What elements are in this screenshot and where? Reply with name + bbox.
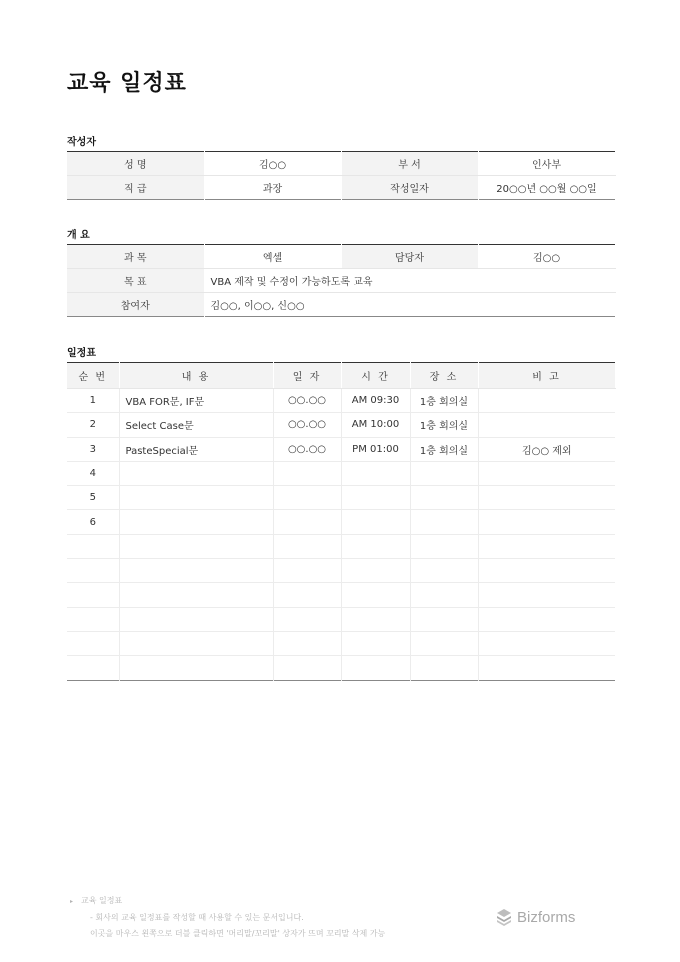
table-row	[67, 559, 615, 583]
table-cell	[478, 559, 615, 583]
overview-table	[67, 244, 616, 317]
table-row	[67, 607, 615, 631]
table-cell: ○○.○○	[273, 413, 341, 437]
table-cell	[410, 607, 478, 631]
table-cell: 김○○ 제외	[478, 437, 615, 461]
table-row	[67, 534, 615, 558]
table-row	[67, 437, 615, 461]
bizforms-logo-icon	[495, 908, 513, 926]
table-cell: 5	[67, 486, 119, 510]
table-cell	[341, 559, 410, 583]
table-cell: 2	[67, 413, 119, 437]
table-cell: 1층 회의실	[410, 389, 478, 413]
table-cell	[341, 461, 410, 485]
table-row	[67, 510, 615, 534]
table-cell	[410, 486, 478, 510]
table-cell: AM 10:00	[341, 413, 410, 437]
participants-value: 김○○, 이○○, 신○○	[204, 293, 615, 317]
participants-label: 참여자	[67, 293, 204, 317]
table-cell: AM 09:30	[341, 389, 410, 413]
table-cell	[119, 583, 273, 607]
footer-line: 이곳을 마우스 왼쪽으로 더블 클릭하면 '머리말/꼬리말' 상자가 뜨며 꼬리말 삭제 가능	[90, 929, 386, 938]
table-cell	[119, 631, 273, 655]
subject-label: 과 목	[67, 245, 204, 269]
table-cell	[273, 656, 341, 680]
table-cell: 1층 회의실	[410, 413, 478, 437]
table-cell	[67, 607, 119, 631]
overview-section-heading: 개 요	[67, 230, 90, 241]
footer-line: - 회사의 교육 일정표를 작성할 때 사용할 수 있는 문서입니다.	[90, 913, 304, 922]
table-cell	[341, 534, 410, 558]
table-cell: 4	[67, 461, 119, 485]
table-cell	[273, 534, 341, 558]
schedule-header-row	[67, 363, 615, 389]
date-value: 20○○년 ○○월 ○○일	[478, 176, 615, 200]
table-cell: Select Case문	[119, 413, 273, 437]
column-header: 내 용	[119, 363, 273, 389]
table-row	[67, 461, 615, 485]
table-cell	[119, 559, 273, 583]
table-cell	[478, 656, 615, 680]
table-cell	[273, 631, 341, 655]
bizforms-logo	[495, 908, 575, 926]
name-value: 김○○	[204, 152, 341, 176]
name-label: 성 명	[67, 152, 204, 176]
table-cell	[478, 486, 615, 510]
table-cell	[341, 631, 410, 655]
table-cell	[341, 607, 410, 631]
table-cell	[410, 559, 478, 583]
table-cell	[67, 631, 119, 655]
schedule-table	[67, 362, 616, 681]
table-cell	[478, 389, 615, 413]
table-cell: PasteSpecial문	[119, 437, 273, 461]
overview-row	[67, 293, 615, 317]
table-cell	[67, 656, 119, 680]
table-cell	[273, 461, 341, 485]
manager-value: 김○○	[478, 245, 615, 269]
overview-row	[67, 245, 615, 269]
document-title: 교육 일정표	[67, 71, 187, 96]
table-cell	[410, 510, 478, 534]
table-cell: VBA FOR문, IF문	[119, 389, 273, 413]
table-cell	[67, 559, 119, 583]
author-table	[67, 151, 616, 200]
table-row	[67, 413, 615, 437]
table-cell: ○○.○○	[273, 389, 341, 413]
footer-note	[70, 893, 385, 942]
table-cell: 6	[67, 510, 119, 534]
table-cell: PM 01:00	[341, 437, 410, 461]
table-cell: 3	[67, 437, 119, 461]
table-cell	[119, 607, 273, 631]
column-header: 비 고	[478, 363, 615, 389]
author-row	[67, 152, 615, 176]
table-cell	[478, 607, 615, 631]
column-header: 시 간	[341, 363, 410, 389]
position-label: 직 급	[67, 176, 204, 200]
table-cell: ○○.○○	[273, 437, 341, 461]
table-cell	[273, 607, 341, 631]
table-cell	[478, 534, 615, 558]
table-cell	[410, 656, 478, 680]
column-header: 순 번	[67, 363, 119, 389]
table-cell	[478, 413, 615, 437]
department-value: 인사부	[478, 152, 615, 176]
table-row	[67, 631, 615, 655]
table-cell	[410, 583, 478, 607]
table-row	[67, 486, 615, 510]
author-section-heading: 작성자	[67, 137, 96, 148]
department-label: 부 서	[341, 152, 478, 176]
table-cell	[273, 583, 341, 607]
table-cell	[273, 559, 341, 583]
table-cell	[273, 486, 341, 510]
table-cell	[478, 631, 615, 655]
table-cell	[67, 534, 119, 558]
table-cell	[119, 461, 273, 485]
footer-title: 교육 일정표	[81, 896, 123, 905]
table-row	[67, 656, 615, 680]
table-cell	[478, 461, 615, 485]
table-cell: 1	[67, 389, 119, 413]
goal-label: 목 표	[67, 269, 204, 293]
table-cell	[410, 631, 478, 655]
table-cell	[341, 656, 410, 680]
author-row	[67, 176, 615, 200]
table-cell: 1층 회의실	[410, 437, 478, 461]
table-cell	[478, 583, 615, 607]
table-cell	[341, 510, 410, 534]
overview-row	[67, 269, 615, 293]
column-header: 장 소	[410, 363, 478, 389]
footer-bullet-icon: ▸	[70, 898, 74, 905]
position-value: 과장	[204, 176, 341, 200]
table-cell	[341, 486, 410, 510]
subject-value: 엑셀	[204, 245, 341, 269]
goal-value: VBA 제작 및 수정이 가능하도록 교육	[204, 269, 615, 293]
table-row	[67, 389, 615, 413]
table-cell	[410, 534, 478, 558]
table-cell	[119, 486, 273, 510]
manager-label: 담당자	[341, 245, 478, 269]
table-cell	[119, 656, 273, 680]
table-cell	[341, 583, 410, 607]
schedule-section-heading: 일정표	[67, 348, 96, 359]
table-cell	[410, 461, 478, 485]
date-label: 작성일자	[341, 176, 478, 200]
table-cell	[273, 510, 341, 534]
table-cell	[67, 583, 119, 607]
table-cell	[478, 510, 615, 534]
logo-text: Bizforms	[517, 908, 576, 926]
schedule-body	[67, 389, 615, 681]
table-cell	[119, 534, 273, 558]
table-cell	[119, 510, 273, 534]
table-row	[67, 583, 615, 607]
column-header: 일 자	[273, 363, 341, 389]
